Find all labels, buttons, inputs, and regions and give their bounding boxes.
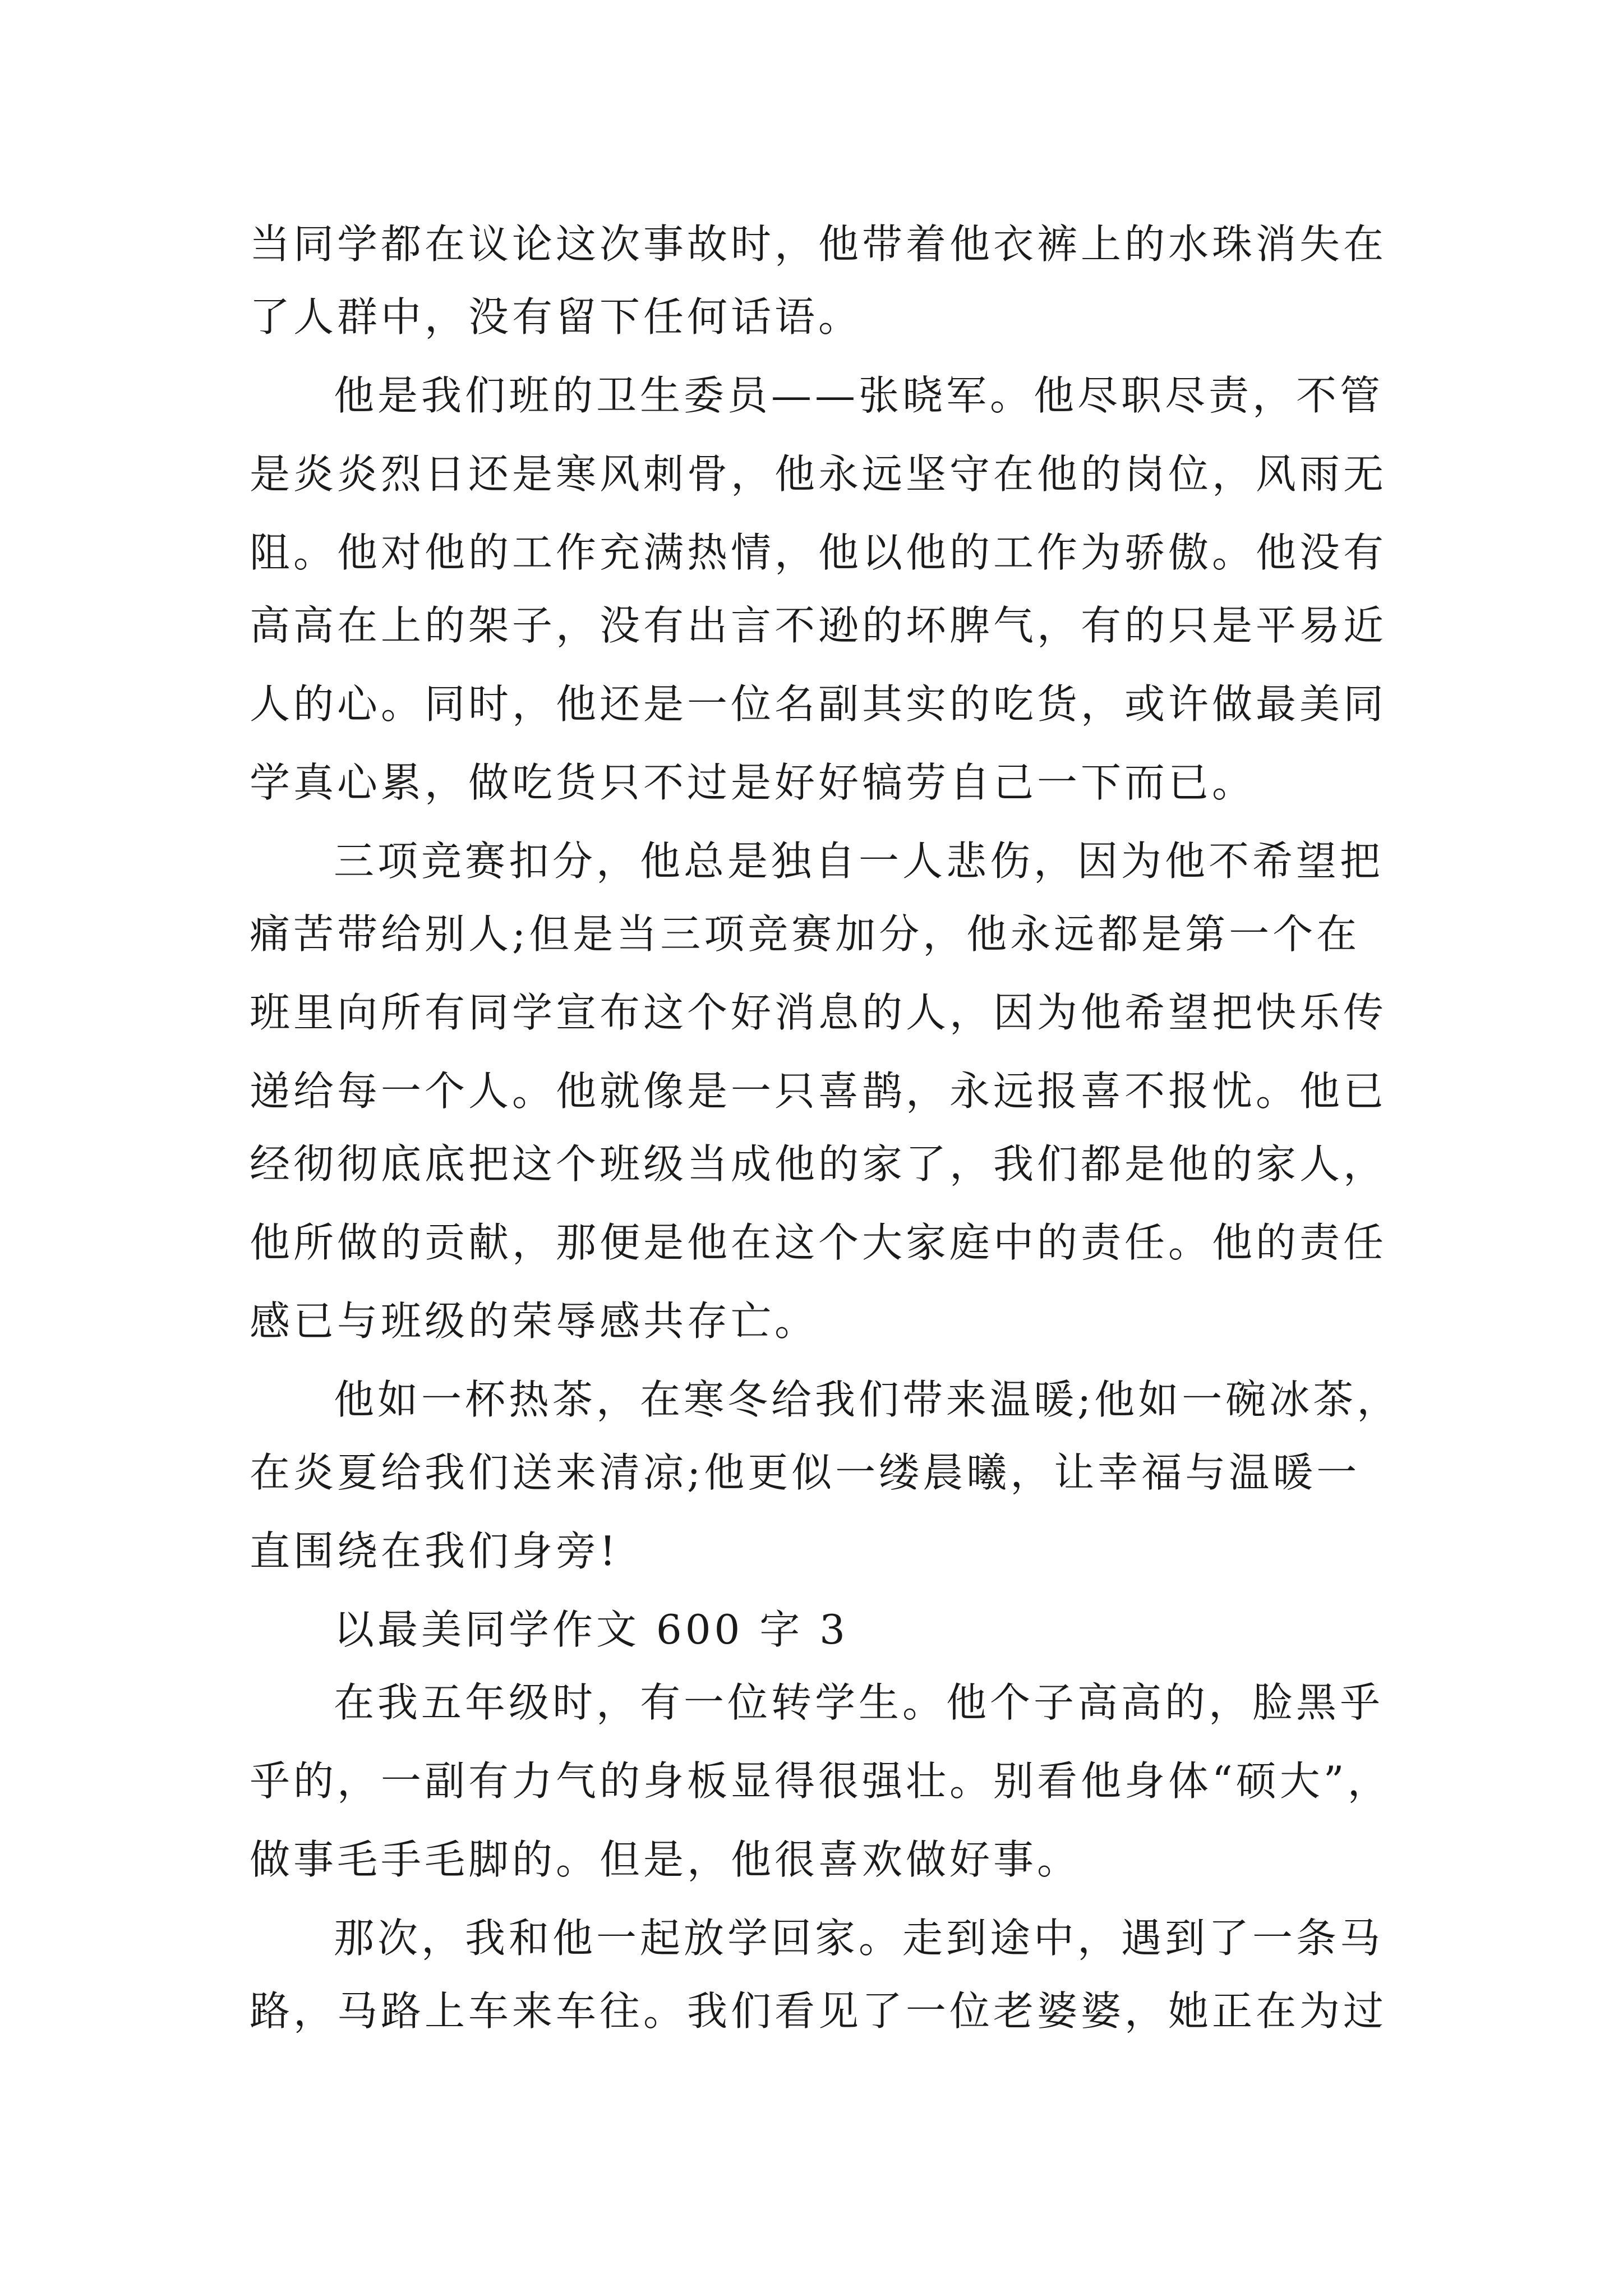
section-heading: 以最美同学作文 600 字 3 bbox=[334, 1606, 849, 1653]
text-line: 了人群中，没有留下任何话语。 bbox=[250, 293, 863, 341]
text-line: 做事毛手毛脚的。但是，他很喜欢做好事。 bbox=[250, 1836, 1081, 1883]
text-line: 直围绕在我们身旁! bbox=[250, 1527, 619, 1575]
text-line: 在炎夏给我们送来清凉;他更似一缕晨曦，让幸福与温暖一 bbox=[250, 1449, 1361, 1496]
text-line: 学真心累，做吃货只不过是好好犒劳自己一下而已。 bbox=[250, 759, 1256, 806]
text-line: 他如一杯热茶，在寒冬给我们带来温暖;他如一碗冰茶， bbox=[334, 1376, 1401, 1423]
text-line: 在我五年级时，有一位转学生。他个子高高的，脸黑乎 bbox=[334, 1679, 1384, 1726]
text-line: 递给每一个人。他就像是一只喜鹊，永远报喜不报忧。他已 bbox=[250, 1068, 1387, 1115]
text-line: 痛苦带给别人;但是当三项竞赛加分，他永远都是第一个在 bbox=[250, 910, 1361, 958]
text-line: 他所做的贡献，那便是他在这个大家庭中的责任。他的责任 bbox=[250, 1219, 1387, 1266]
text-line: 经彻彻底底把这个班级当成他的家了，我们都是他的家人， bbox=[250, 1140, 1387, 1188]
text-line: 班里向所有同学宣布这个好消息的人，因为他希望把快乐传 bbox=[250, 989, 1387, 1036]
text-line: 感已与班级的荣辱感共存亡。 bbox=[250, 1297, 819, 1345]
text-line: 当同学都在议论这次事故时，他带着他衣裤上的水珠消失在 bbox=[250, 220, 1387, 268]
text-line: 阻。他对他的工作充满热情，他以他的工作为骄傲。他没有 bbox=[250, 529, 1387, 576]
text-line: 高高在上的架子，没有出言不逊的坏脾气，有的只是平易近 bbox=[250, 602, 1387, 649]
text-line: 三项竞赛扣分，他总是独自一人悲伤，因为他不希望把 bbox=[334, 838, 1384, 885]
text-line: 他是我们班的卫生委员——张晓军。他尽职尽责，不管 bbox=[334, 372, 1384, 419]
text-line: 乎的，一副有力气的身板显得很强壮。别看他身体“硕大”， bbox=[250, 1757, 1391, 1805]
text-line: 人的心。同时，他还是一位名副其实的吃货，或许做最美同 bbox=[250, 680, 1387, 728]
text-line: 是炎炎烈日还是寒风刺骨，他永远坚守在他的岗位，风雨无 bbox=[250, 450, 1387, 498]
text-line: 路，马路上车来车往。我们看见了一位老婆婆，她正在为过 bbox=[250, 1987, 1387, 2035]
text-line: 那次，我和他一起放学回家。走到途中，遇到了一条马 bbox=[334, 1915, 1384, 1962]
